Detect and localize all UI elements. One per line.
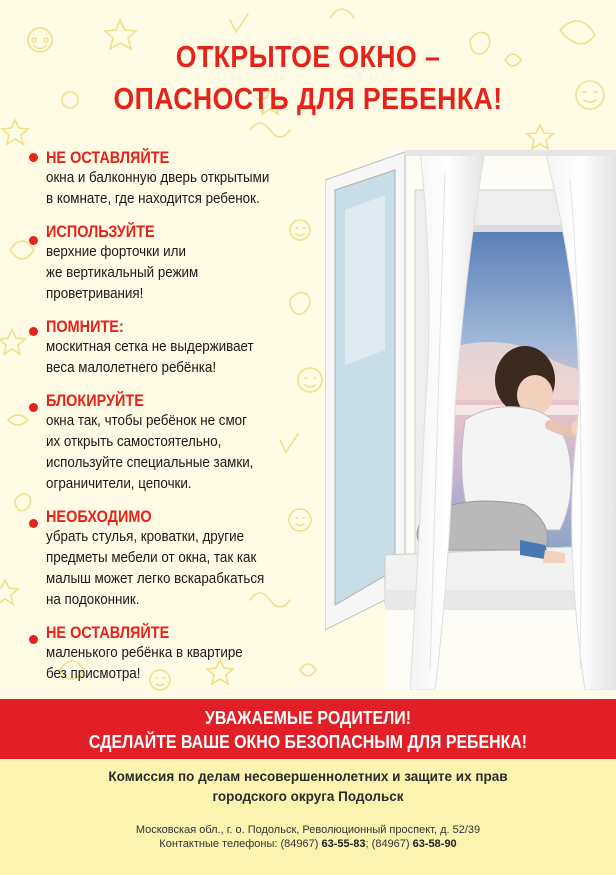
bullet-icon [29,635,38,644]
rule-text: верхние форточки или же вертикальный режим проветривания! [46,244,199,302]
appeal-line-1: УВАЖАЕМЫЕ РОДИТЕЛИ! [205,707,411,728]
commission-line-1: Комиссия по делам несовершеннолетних и защите их прав [108,769,508,784]
commission-line-2: городского округа Подольск [212,789,404,804]
phones-separator: ; (84967) [365,838,413,850]
rule-item [22,623,342,685]
appeal-banner [0,699,616,759]
rule-heading: НЕ ОСТАВЛЯЙТЕ [46,623,170,642]
address: Московская обл., г. о. Подольск, Революционный проспект, д. 52/39 [135,824,481,836]
title-line-2: ОПАСНОСТЬ ДЛЯ РЕБЕНКА! [113,81,503,116]
rule-heading: ИСПОЛЬЗУЙТЕ [46,222,155,241]
rule-text: окна так, чтобы ребёнок не смог их открыть самостоятельно, используйте специальные замки, ограничители, цепочки. [46,413,254,492]
rule-text: окна и балконную дверь открытыми в комнате, где находится ребенок. [46,170,270,207]
rule-heading: НЕ ОСТАВЛЯЙТЕ [46,148,170,167]
phone-number-1: 63-55-83 [321,838,366,850]
commission-name [0,767,616,807]
bullet-icon [29,236,38,245]
bullet-icon [29,153,38,162]
safety-rules-list [22,148,342,697]
page-title [43,36,573,120]
bullet-icon [29,403,38,412]
rule-text: маленького ребёнка в квартире без присмотра! [46,645,243,682]
rule-text: москитная сетка не выдерживает веса малолетнего ребёнка! [46,339,254,376]
appeal-line-2: СДЕЛАЙТЕ ВАШЕ ОКНО БЕЗОПАСНЫМ ДЛЯ РЕБЕНКА! [88,731,528,752]
rule-item [22,391,342,495]
bullet-icon [29,519,38,528]
rule-item [22,148,342,210]
phones-prefix: Контактные телефоны: (84967) [159,838,322,850]
rule-text: убрать стулья, кроватки, другие предметы мебели от окна, так как малыш может легко вскарабкаться на подоконник. [46,529,265,608]
rule-heading: НЕОБХОДИМО [46,507,152,526]
footer [0,759,616,875]
contact-phones [0,837,616,851]
rule-heading: БЛОКИРУЙТЕ [46,391,144,410]
rule-heading: ПОМНИТЕ: [46,317,124,336]
phone-number-2: 63-58-90 [412,838,457,850]
bullet-icon [29,327,38,336]
rule-item [22,317,342,379]
rule-item [22,222,342,305]
title-line-1: ОТКРЫТОЕ ОКНО – [175,39,441,74]
rule-item [22,507,342,611]
child-at-window-illustration [325,150,616,690]
